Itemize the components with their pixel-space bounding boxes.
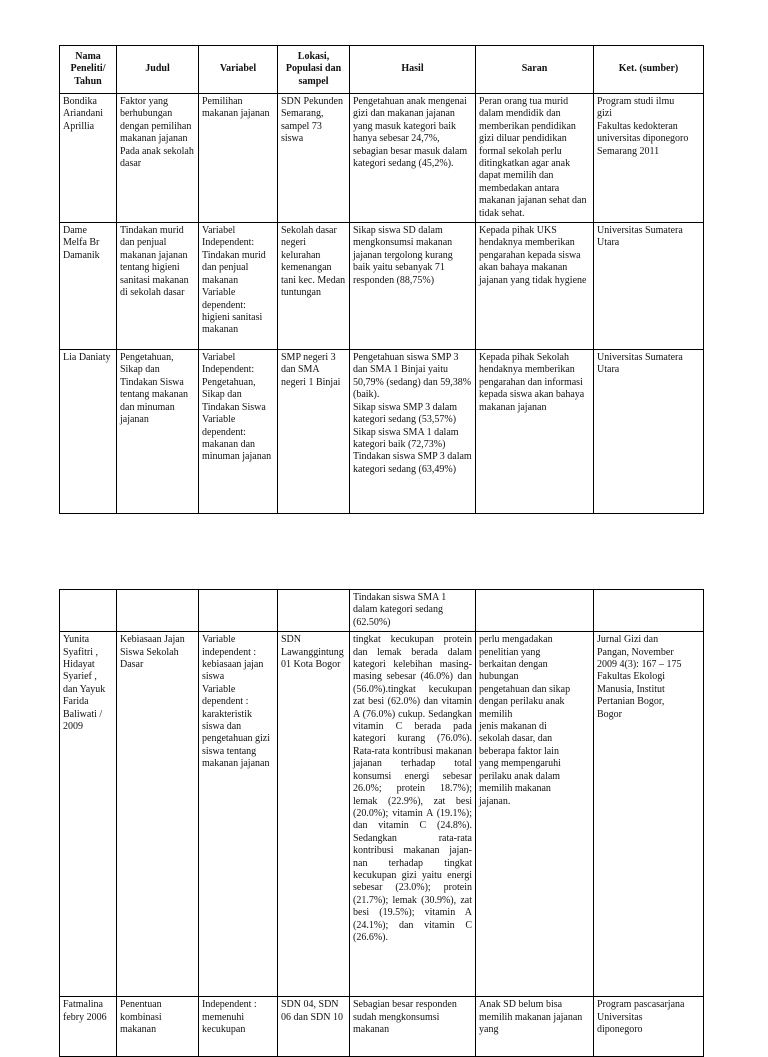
header-lokasi: Lokasi, Populasi dan sampel: [278, 46, 350, 94]
cell-hasil: Sikap siswa SD dalam mengkonsumsi makanan jajanan tergolong kurang baik yaitu sebanyak 71 responden (88,75%): [350, 223, 476, 350]
cell-judul: Penentuan kombinasi makanan: [117, 997, 199, 1057]
header-ket-sumber: Ket. (sumber): [594, 46, 704, 94]
cell-judul: Tindakan murid dan penjual makanan jajanan tentang higieni sanitasi makanan di sekolah dasar: [117, 223, 199, 350]
cell-judul: Faktor yang berhubungan dengan pemilihan makanan jajanan Pada anak sekolah dasar: [117, 94, 199, 223]
cell-lokasi: Sekolah dasar negeri kelurahan kemenangan tani kec. Medan tuntungan: [278, 223, 350, 350]
research-table-part-1: [59, 45, 704, 514]
cell-saran: Anak SD belum bisa memilih makanan jajanan yang: [476, 997, 594, 1057]
cell-judul: Kebiasaan Jajan Siswa Sekolah Dasar: [117, 632, 199, 997]
cell-saran: Kepada pihak UKS hendaknya memberikan pengarahan kepada siswa akan bahaya makanan jajanan yang tidak hygiene: [476, 223, 594, 350]
cell-variabel: Independent : memenuhi kecukupan: [199, 997, 278, 1057]
cell-saran: Peran orang tua murid dalam mendidik dan memberikan pendidikan gizi diluar pendidikan formal sekolah perlu ditingkatkan agar anak dapat memilih dan membedakan antara makanan jajanan sehat dan tidak sehat.: [476, 94, 594, 223]
cell-nama: Yunita Syafitri , Hidayat Syarief , dan Yayuk Farida Baliwati / 2009: [60, 632, 117, 997]
cell-lokasi: SDN Pekunden Semarang, sampel 73 siswa: [278, 94, 350, 223]
table-row: [60, 223, 704, 350]
cell-ket: Universitas Sumatera Utara: [594, 223, 704, 350]
cell-variabel: Variable independent : kebiasaan jajan siswa Variable dependent : karakteristik siswa dan pengetahuan gizi siswa tentang makanan jajanan: [199, 632, 278, 997]
cell-lokasi: SDN 04, SDN 06 dan SDN 10: [278, 997, 350, 1057]
cell-hasil: Tindakan siswa SMA 1 dalam kategori sedang (62.50%): [350, 590, 476, 632]
cell-saran: perlu mengadakan penelitian yang berkaitan dengan hubungan pengetahuan dan sikap dengan perilaku anak memilih jenis makanan di sekolah dasar, dan beberapa faktor lain yang mempengaruhi perilaku anak dalam memilih makanan jajanan.: [476, 632, 594, 997]
cell-hasil: Sebagian besar responden sudah mengkonsumsi makanan: [350, 997, 476, 1057]
cell-judul: Pengetahuan, Sikap dan Tindakan Siswa tentang makanan dan minuman jajanan: [117, 350, 199, 514]
cell-lokasi: SDN Lawanggintung 01 Kota Bogor: [278, 632, 350, 997]
cell-variabel: Pemilihan makanan jajanan: [199, 94, 278, 223]
header-saran: Saran: [476, 46, 594, 94]
cell-hasil: Pengetahuan anak mengenai gizi dan makanan jajanan yang masuk kategori baik hanya sebesar 24,7%, sebagian besar masuk dalam kategori sedang (45,2%).: [350, 94, 476, 223]
cell-ket: Program pascasarjana Universitas diponegoro: [594, 997, 704, 1057]
cell-variabel: Variabel Independent: Pengetahuan, Sikap dan Tindakan Siswa Variable dependent: makanan dan minuman jajanan: [199, 350, 278, 514]
cell-judul: [117, 590, 199, 632]
cell-saran: Kepada pihak Sekolah hendaknya memberikan pengarahan dan informasi kepada siswa akan bahaya makanan jajanan: [476, 350, 594, 514]
cell-lokasi: [278, 590, 350, 632]
cell-variabel: [199, 590, 278, 632]
cell-hasil: Pengetahuan siswa SMP 3 dan SMA 1 Binjai yaitu 50,79% (sedang) dan 59,38% (baik). Sikap siswa SMP 3 dalam kategori sedang (53,57%) Sikap siswa SMA 1 dalam kategori baik (72,73%) Tindakan siswa SMP 3 dalam kategori sedang (63,49%): [350, 350, 476, 514]
cell-nama: Fatmalina febry 2006: [60, 997, 117, 1057]
header-variabel: Variabel: [199, 46, 278, 94]
cell-variabel: Variabel Independent: Tindakan murid dan penjual makanan Variable dependent: higieni sanitasi makanan: [199, 223, 278, 350]
table-row: [60, 94, 704, 223]
cell-hasil: tingkat kecukupan protein dan lemak berada dalam kategori kelebihan masing-masing sebesar (46.0%) dan (56.0%).tingkat kecukupan zat besi (62.0%) dan vitamin A (76.0%) cukup. Sedangkan vitamin C berada pada kategori kurang (76.0%). Rata-rata kontribusi makanan jajanan terhadap total konsumsi energi sebesar 26.0%; protein 18.7%); lemak (22.9%), zat besi (20.0%); vitamin A (19.1%); dan vitamin C (24.8%). Sedangkan rata-rata kontribusi makanan jajan- nan terhadap tingkat kecukupan gizi yaitu energi sebesar (23.0%); protein (21.7%); lemak (30.9%), zat besi (19.5%); vitamin A (24.1%); dan vitamin C (26.6%).: [350, 632, 476, 997]
research-table-part-2: [59, 589, 704, 1057]
header-hasil: Hasil: [350, 46, 476, 94]
table-row: [60, 632, 704, 997]
table-row: [60, 350, 704, 514]
cell-nama: Dame Melfa Br Damanik: [60, 223, 117, 350]
table-row: [60, 997, 704, 1057]
cell-ket: [594, 590, 704, 632]
cell-nama: [60, 590, 117, 632]
cell-nama: Bondika Ariandani Aprillia: [60, 94, 117, 223]
header-nama-peneliti: Nama Peneliti/ Tahun: [60, 46, 117, 94]
cell-lokasi: SMP negeri 3 dan SMA negeri 1 Binjai: [278, 350, 350, 514]
cell-ket: Program studi ilmu gizi Fakultas kedokteran universitas diponegoro Semarang 2011: [594, 94, 704, 223]
table-header-row: [60, 46, 704, 94]
cell-ket: Universitas Sumatera Utara: [594, 350, 704, 514]
table-row: [60, 590, 704, 632]
cell-ket: Jurnal Gizi dan Pangan, November 2009 4(3): 167 – 175 Fakultas Ekologi Manusia, Institut Pertanian Bogor, Bogor: [594, 632, 704, 997]
cell-saran: [476, 590, 594, 632]
header-judul: Judul: [117, 46, 199, 94]
cell-nama: Lia Daniaty: [60, 350, 117, 514]
